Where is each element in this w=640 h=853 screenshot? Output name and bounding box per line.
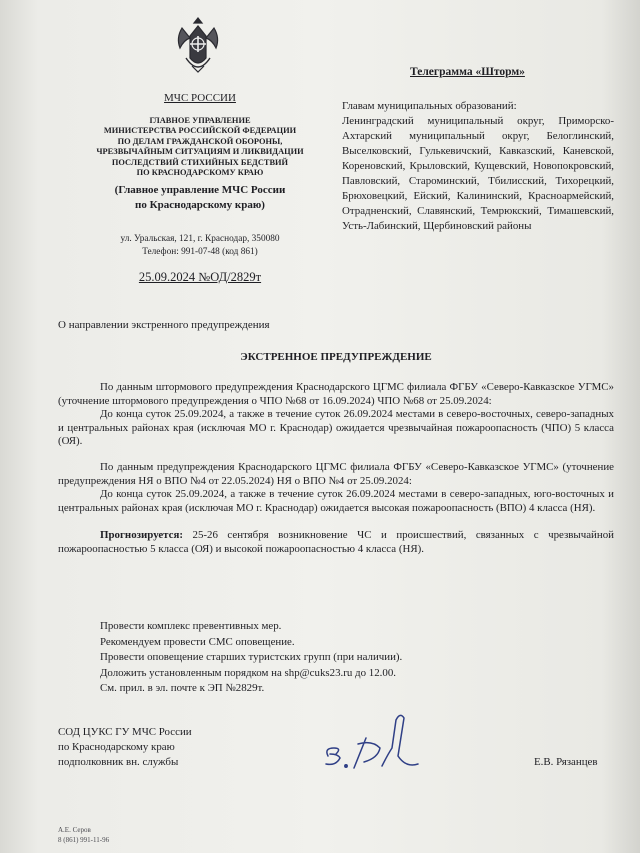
contact-phone: 8 (861) 991-11-96 [58,835,110,844]
phone: Телефон: 991-07-48 (код 861) [142,247,258,257]
document-number: 25.09.2024 №ОД/2829т [138,270,262,284]
action-list [100,619,520,697]
org-sub-line: (Главное управление МЧС России [114,184,286,196]
paragraph: До конца суток 25.09.2024, а также в течение суток 26.09.2024 местами в северо-западных, юго-восточных и центральных районах края (исключая МО г. Краснодар) ожидается высокая пожароопасность (ВПО) 4 класса (НЯ). [58,488,614,514]
address: ул. Уральская, 121, г. Краснодар, 350080 [120,234,280,244]
organization-short-name [74,183,326,213]
forecast-label: Прогнозируется: [100,529,183,542]
ministry-short-name: МЧС РОССИИ [164,92,236,104]
org-sub-line: по Краснодарскому краю) [135,199,265,211]
forecast-text: 25-26 сентября возникновение ЧС и происшествий, связанных с чрезвычайной пожароопасностью 5 класса (ОЯ) и высокой пожароопасностью 4 класса (НЯ). [58,529,614,555]
org-line: ГЛАВНОЕ УПРАВЛЕНИЕ [149,116,251,125]
action-item: Провести комплекс превентивных мер. [100,620,282,632]
org-line: МИНИСТЕРСТВА РОССИЙСКОЙ ФЕДЕРАЦИИ [103,126,297,136]
signer-block [58,725,192,769]
recipients-heading: Главам муниципальных образований: [342,100,517,112]
action-item: Провести оповещение старших туристских групп (при наличии). [100,651,403,664]
signer-line: СОД ЦУКС ГУ МЧС России [58,726,192,738]
forecast-paragraph [58,529,614,556]
paragraph: По данным предупреждения Краснодарского ЦГМС филиала ФГБУ «Северо-Кавказское УГМС» (уточнение предупреждения НЯ о ВПО №4 от 22.05.2024) НЯ о ВПО №4 от 25.09.2024: [58,460,614,487]
warning-heading: ЭКСТРЕННОЕ ПРЕДУПРЕЖДЕНИЕ [240,351,432,363]
signer-line: подполковник вн. службы [58,755,179,768]
org-line: ПОСЛЕДСТВИЙ СТИХИЙНЫХ БЕДСТВИЙ [111,157,289,167]
contact-name: А.Е. Серов [58,826,91,834]
org-line: ПО ДЕЛАМ ГРАЖДАНСКОЙ ОБОРОНЫ, [117,136,283,146]
organization-name [74,116,326,178]
recipients-list: Ленинградский муниципальный округ, Приморско-Ахтарский муниципальный округ, Белоглинский, Выселковский, Гулькевичский, Кавказский, Каневской, Кореновский, Крыловский, Кущевский, Новопокровский, Павловский, Староминский, Тбилисский, Тихорецкий, Брюховецкий, Ейский, Калининский, Красноармейский, Отрадненский, Славянский, Темрюкский, Тимашевский, Усть-Лабинский, Щербиновский районы [342,115,614,232]
recipients-block [342,99,614,234]
address-block [104,233,296,259]
paragraph: По данным штормового предупреждения Краснодарского ЦГМС филиала ФГБУ «Северо-Кавказское УГМС» (уточнение штормового предупреждения о ЧПО №68 от 16.09.2024) ЧПО №68 от 25.09.2024: [58,381,614,407]
action-item: Рекомендуем провести СМС оповещение. [100,635,295,648]
mchs-emblem-icon [172,14,224,76]
telegram-title: Телеграмма «Шторм» [410,66,525,78]
action-item: Доложить установленным порядком на shp@cuks23.ru до 12.00. [100,666,396,679]
action-item: См. прил. в эл. почте к ЭП №2829т. [100,682,265,695]
handwritten-signature [318,708,428,776]
warning-body [58,381,614,557]
paragraph: До конца суток 25.09.2024, а также в течение суток 26.09.2024 местами в северо-восточных, северо-западных и центральных районах края (исключая МО г. Краснодар) ожидается чрезвычайная пожароопасность (ЧПО) 5 класса (ОЯ). [58,408,614,448]
org-line: ЧРЕЗВЫЧАЙНЫМ СИТУАЦИЯМ И ЛИКВИДАЦИИ [96,147,304,157]
contact-block [58,826,109,845]
signer-line: по Краснодарскому краю [58,740,175,753]
subject-line: О направлении экстренного предупреждения [58,319,270,331]
signer-name: Е.В. Рязанцев [534,756,598,768]
org-line: ПО КРАСНОДАРСКОМУ КРАЮ [136,168,264,178]
